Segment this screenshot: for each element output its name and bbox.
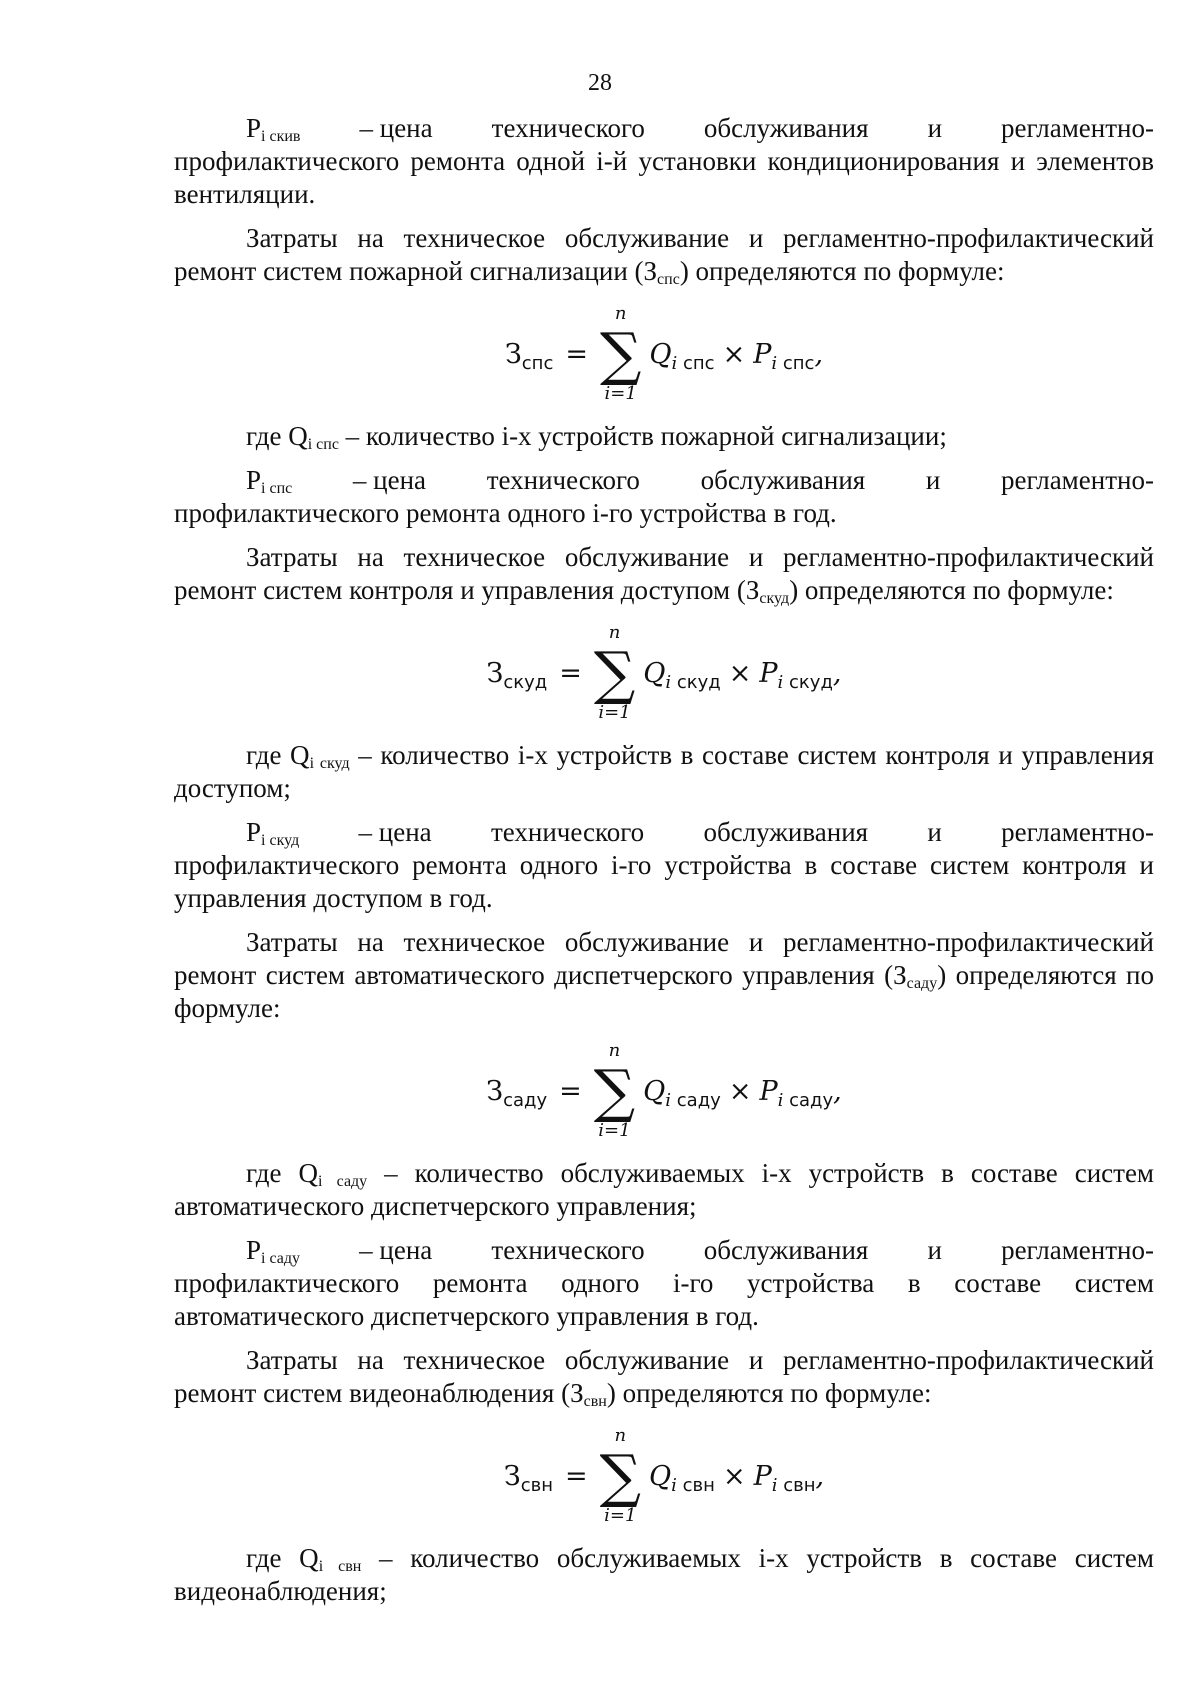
symbol: $P_{i скив}$ [246, 113, 301, 145]
formula-p: $P_{i скуд}$, [759, 657, 842, 693]
intro-sps: Затраты на техническое обслуживание и регламентно-профилактический ремонт систем пожарной сигнализации $(З_{спс})$ определяются по формуле: [174, 223, 1154, 288]
formula-p: $P_{i свн}$, [753, 1460, 825, 1496]
word: регламентно- [1001, 113, 1154, 143]
word: – цена [359, 113, 433, 143]
where-q-sadu: где $Q_{i саду}$ – количество обслуживаемых i-х устройств в составе систем автоматического диспетчерского управления; [174, 1158, 1155, 1221]
formula-p: $P_{i саду}$, [759, 1075, 842, 1111]
formula-lhs: $З_{свн}$ [503, 1460, 553, 1496]
summation-sign: n ∑ i=1 [593, 622, 636, 723]
times-sign: × [728, 1075, 752, 1107]
formula-lhs: $З_{спс}$ [504, 338, 554, 374]
formula-p: $P_{i спс}$, [753, 338, 824, 374]
times-sign: × [722, 338, 746, 370]
where-q-skud: где $Q_{i скуд}$ – количество i-х устройств в составе систем контроля и управления доступом; [174, 740, 1154, 803]
intro-skud: Затраты на техническое обслуживание и регламентно-профилактический ремонт систем контроля и управления доступом $(З_{скуд})$ определяются по формуле: [174, 542, 1154, 607]
equals-sign: = [565, 338, 588, 370]
intro-sadu: Затраты на техническое обслуживание и регламентно-профилактический ремонт систем автоматического диспетчерского управления $(З_{саду})$ определяются по формуле: [174, 927, 1154, 1023]
equals-sign: = [559, 657, 582, 689]
word: обслуживания [703, 113, 869, 143]
formula-sps [174, 298, 1154, 410]
where-q-svn: где $Q_{i свн}$ – количество обслуживаемых i-х устройств в составе систем видеонаблюдения; [174, 1543, 1155, 1606]
formula-q: $Q_{i спс}$ [649, 338, 715, 374]
document-body [174, 112, 1154, 1608]
formula-sadu [174, 1035, 1154, 1147]
word: технического [491, 113, 645, 143]
equals-sign: = [559, 1075, 582, 1107]
word: и [927, 113, 943, 143]
summation-sign: n ∑ i=1 [593, 1040, 636, 1141]
definition-rest: профилактического ремонта одной i-й установки кондиционирования и элементов вентиляции. [174, 146, 1154, 209]
times-sign: × [722, 1460, 746, 1492]
formula-lhs: $З_{скуд}$ [486, 657, 548, 693]
formula-q: $Q_{i скуд}$ [643, 657, 721, 693]
definition-p-skiv [174, 112, 1154, 211]
summation-sign: n ∑ i=1 [599, 1425, 642, 1526]
summation-sign: n ∑ i=1 [599, 303, 642, 404]
page-number: 28 [588, 70, 612, 96]
equals-sign: = [565, 1460, 588, 1492]
formula-svn [174, 1420, 1154, 1532]
where-q-sps: где $Q_{i спс}$ – количество i-х устройств пожарной сигнализации; [246, 421, 947, 453]
intro-svn: Затраты на техническое обслуживание и регламентно-профилактический ремонт систем видеонаблюдения $(З_{свн})$ определяются по формуле: [174, 1345, 1154, 1410]
definition-p-sps: $P_{i спс}$ – цена технического обслуживания и регламентно- профилактического ремонта одного i-го устройства в год. [174, 465, 1154, 528]
formula-q: $Q_{i саду}$ [643, 1075, 721, 1111]
definition-p-skud: $P_{i скуд}$ – цена технического обслуживания и регламентно- профилактического ремонта одного i-го устройства в составе систем контроля и управления доступом в год. [174, 817, 1154, 913]
formula-q: $Q_{i свн}$ [649, 1460, 715, 1496]
times-sign: × [728, 657, 752, 689]
formula-lhs: $З_{саду}$ [486, 1075, 548, 1111]
formula-skud [174, 617, 1154, 729]
definition-p-sadu: $P_{i саду}$ – цена технического обслуживания и регламентно- профилактического ремонта одного i-го устройства в составе систем автоматического диспетчерского управления в год. [174, 1235, 1154, 1331]
